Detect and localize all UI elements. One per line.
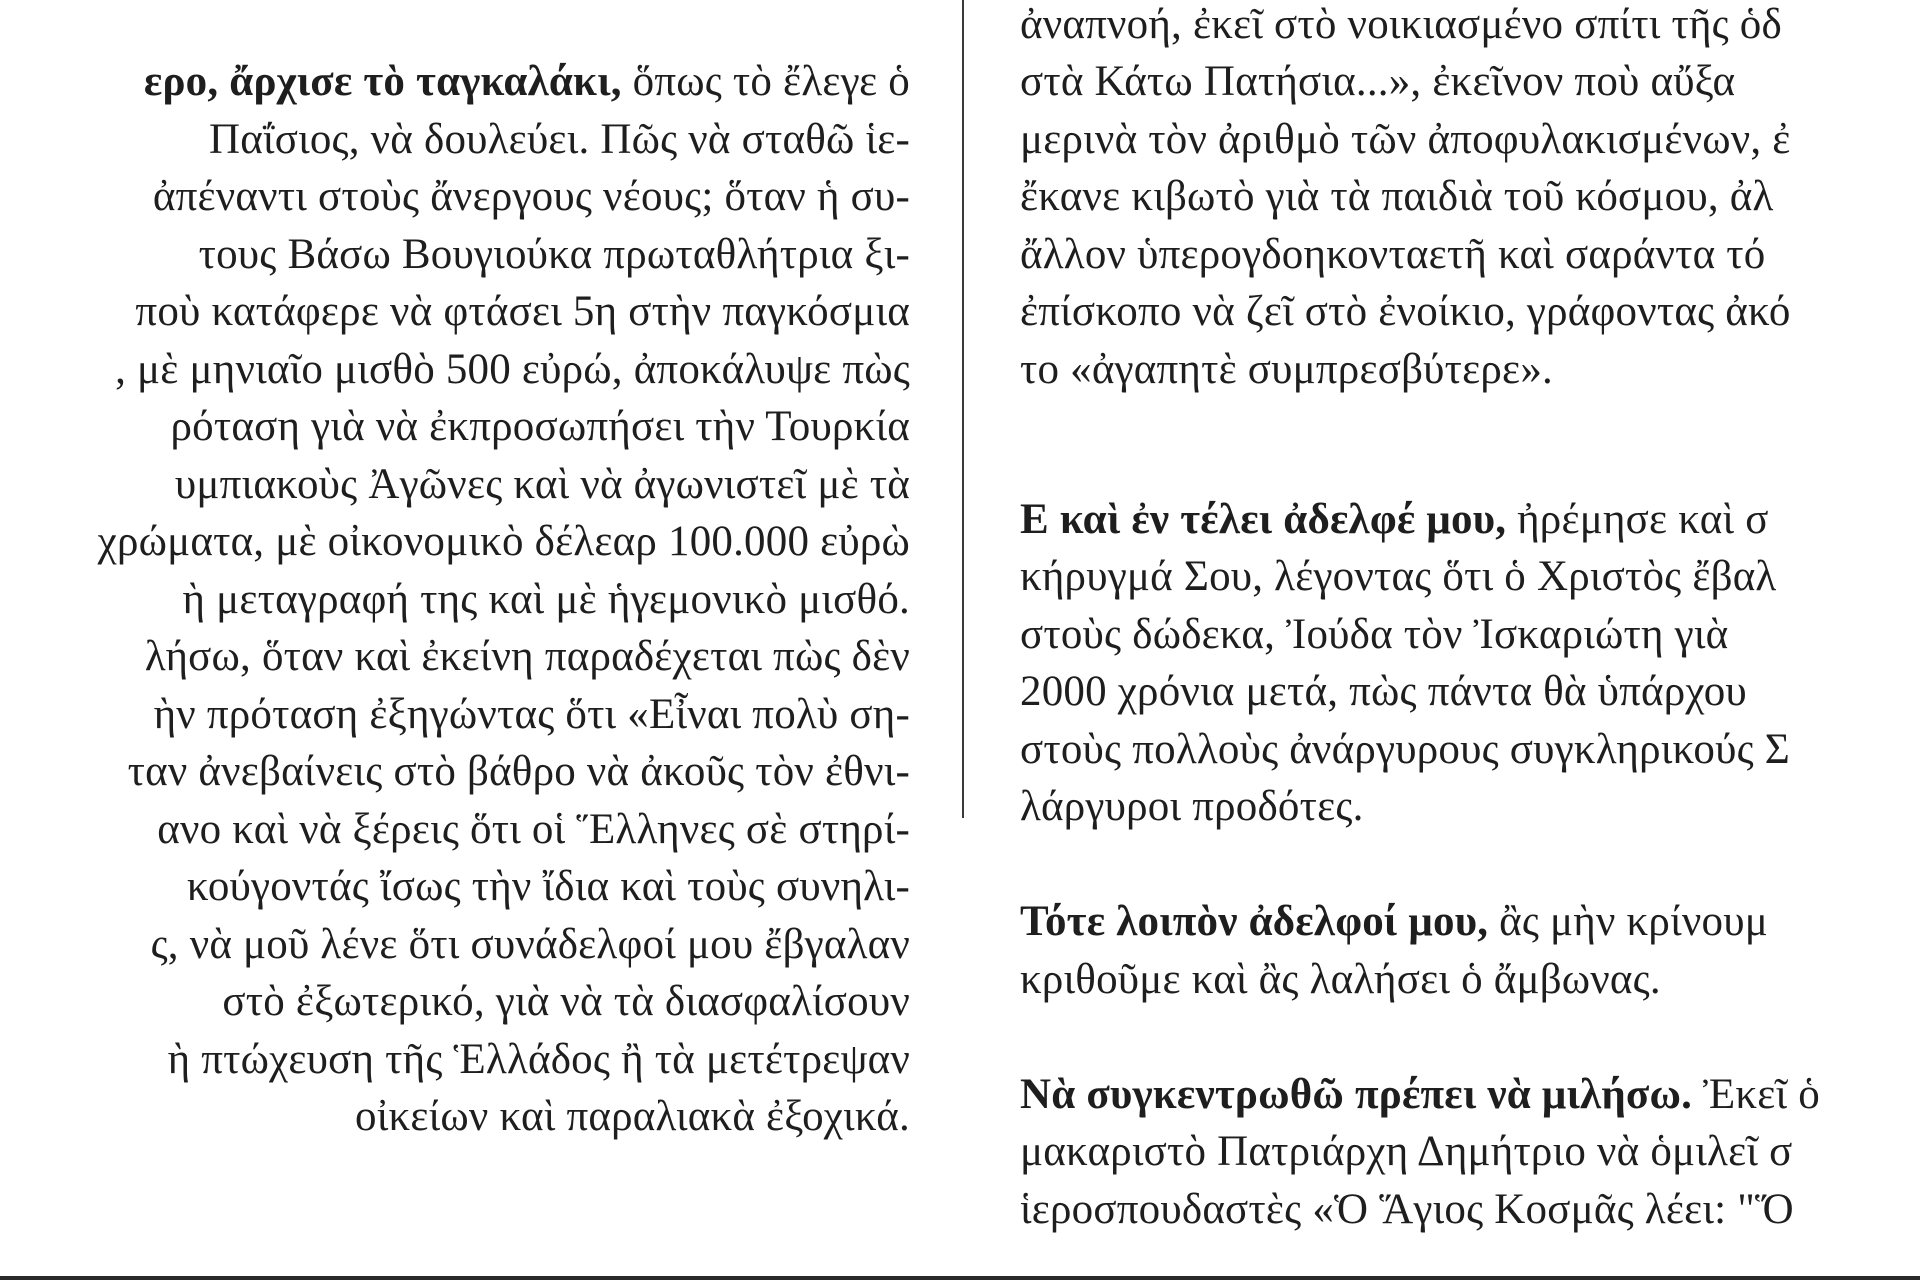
text-line bbox=[128, 746, 910, 798]
paragraph-lead: Τότε λοιπὸν ἀδελφοί μου, bbox=[1020, 898, 1489, 945]
line-text: Παΐσιος, νὰ δουλεύει. Πῶς νὰ σταθῶ ἱε- bbox=[208, 116, 910, 163]
line-text: κήρυγμά Σου, λέγοντας ὅτι ὁ Χριστὸς ἔβαλ bbox=[1020, 553, 1777, 600]
text-line bbox=[157, 804, 910, 856]
line-text: ἄλλον ὑπερογδοηκονταετῆ καὶ σαράντα τό bbox=[1020, 231, 1766, 278]
line-text: ς, νὰ μοῦ λένε ὅτι συνάδελφοί μου ἔβγαλαν bbox=[150, 921, 910, 968]
line-text: Ἐκεῖ ὁ bbox=[1692, 1071, 1820, 1118]
line-text: 2000 χρόνια μετά, πὼς πάντα θὰ ὑπάρχου bbox=[1020, 668, 1747, 715]
line-text: ὴν πρόταση ἐξηγώντας ὅτι «Εἶναι πολὺ ση- bbox=[153, 691, 910, 738]
line-text: στοὺς πολλοὺς ἀνάργυρους συγκληρικούς Σ bbox=[1020, 726, 1791, 773]
line-text: ἀναπνοή, ἐκεῖ στὸ νοικιασμένο σπίτι τῆς ὁδ bbox=[1020, 1, 1782, 48]
line-text: ὴ πτώχευση τῆς Ἑλλάδος ἢ τὰ μετέτρεψαν bbox=[167, 1036, 910, 1083]
line-text: στὰ Κάτω Πατήσια...», ἐκεῖνον ποὺ αὔξα bbox=[1020, 58, 1736, 105]
text-line bbox=[98, 516, 910, 568]
line-text: ποὺ κατάφερε νὰ φτάσει 5η στὴν παγκόσμια bbox=[135, 288, 910, 335]
line-text: ἔκανε κιβωτὸ γιὰ τὰ παιδιὰ τοῦ κόσμου, ἀλ bbox=[1020, 173, 1774, 220]
page-bottom-rule bbox=[0, 1276, 1920, 1280]
line-text: λήσω, ὅταν καὶ ἐκείνη παραδέχεται πὼς δὲν bbox=[144, 633, 910, 680]
text-line bbox=[153, 171, 910, 223]
text-line bbox=[1020, 114, 1791, 166]
text-line bbox=[115, 344, 910, 396]
text-line bbox=[1020, 781, 1364, 833]
text-line bbox=[1020, 551, 1776, 603]
text-line bbox=[1020, 609, 1728, 661]
line-text: κριθοῦμε καὶ ἂς λαλήσει ὁ ἄμβωνας. bbox=[1020, 956, 1661, 1003]
text-line bbox=[1020, 229, 1765, 281]
text-line bbox=[199, 229, 910, 281]
text-line bbox=[1020, 1126, 1792, 1178]
line-text: , μὲ μηνιαῖο μισθὸ 500 εὐρώ, ἀποκάλυψε πὼς bbox=[115, 346, 910, 393]
text-line bbox=[355, 1091, 910, 1143]
text-line bbox=[168, 1034, 910, 1086]
text-line bbox=[1020, 286, 1791, 338]
text-line bbox=[1020, 1069, 1820, 1121]
line-text: ἠρέμησε καὶ σ bbox=[1506, 496, 1769, 543]
text-line bbox=[1020, 1184, 1794, 1236]
text-line bbox=[1020, 344, 1553, 396]
line-text: στὸ ἐξωτερικό, γιὰ νὰ τὰ διασφαλίσουν bbox=[222, 978, 910, 1025]
line-text: ἀπέναντι στοὺς ἄνεργους νέους; ὅταν ἡ συ- bbox=[152, 173, 910, 220]
line-text: μερινὰ τὸν ἀριθμὸ τῶν ἀποφυλακισμένων, ἐ bbox=[1020, 116, 1791, 163]
line-text: ταν ἀνεβαίνεις στὸ βάθρο νὰ ἀκοῦς τὸν ἐθνι- bbox=[127, 748, 910, 795]
line-text: υμπιακοὺς Ἀγῶνες καὶ νὰ ἀγωνιστεῖ μὲ τὰ bbox=[174, 461, 910, 508]
text-line bbox=[1020, 896, 1768, 948]
text-line bbox=[1020, 724, 1790, 776]
text-line bbox=[1020, 0, 1782, 51]
text-line bbox=[209, 114, 910, 166]
line-text: ἂς μὴν κρίνουμ bbox=[1488, 898, 1768, 945]
text-line bbox=[187, 861, 910, 913]
line-text: ἐπίσκοπο νὰ ζεῖ στὸ ἐνοίκιο, γράφοντας ἀκό bbox=[1020, 288, 1791, 335]
text-line bbox=[222, 976, 910, 1028]
line-text: λάργυροι προδότες. bbox=[1020, 783, 1364, 830]
column-divider bbox=[962, 0, 964, 818]
text-line bbox=[144, 56, 910, 108]
text-line bbox=[183, 574, 910, 626]
line-text: στοὺς δώδεκα, Ἰούδα τὸν Ἰσκαριώτη γιὰ bbox=[1020, 611, 1729, 658]
text-line bbox=[171, 401, 910, 453]
paragraph-lead: Νὰ συγκεντρωθῶ πρέπει νὰ μιλήσω. bbox=[1020, 1071, 1693, 1118]
line-text: ὴ μεταγραφή της καὶ μὲ ἡγεμονικὸ μισθό. bbox=[182, 576, 910, 623]
text-line bbox=[1020, 954, 1661, 1006]
text-line bbox=[151, 919, 910, 971]
right-column bbox=[1000, 0, 1920, 1280]
line-text: μακαριστὸ Πατριάρχη Δημήτριο νὰ ὁμιλεῖ σ bbox=[1020, 1128, 1793, 1175]
line-text: το «ἀγαπητὲ συμπρεσβύτερε». bbox=[1020, 346, 1553, 393]
text-line bbox=[175, 459, 910, 511]
text-line bbox=[1020, 494, 1769, 546]
line-text: χρώματα, μὲ οἰκονομικὸ δέλεαρ 100.000 εὐρὼ bbox=[97, 518, 910, 565]
line-text: ρόταση γιὰ νὰ ἐκπροσωπήσει τὴν Τουρκία bbox=[170, 403, 910, 450]
line-text: ανο καὶ νὰ ξέρεις ὅτι οἱ Ἕλληνες σὲ στηρί- bbox=[157, 806, 910, 853]
text-line bbox=[145, 631, 910, 683]
line-text: κούγοντάς ἴσως τὴν ἴδια καὶ τοὺς συνηλι- bbox=[186, 863, 910, 910]
text-line bbox=[154, 689, 910, 741]
paragraph-lead: ερο, ἄρχισε τὸ ταγκαλάκι, bbox=[143, 58, 622, 105]
text-line bbox=[1020, 666, 1747, 718]
line-text: ὅπως τὸ ἔλεγε ὁ bbox=[621, 58, 910, 105]
text-line bbox=[1020, 56, 1735, 108]
line-text: τους Βάσω Βουγιούκα πρωταθλήτρια ξι- bbox=[198, 231, 910, 278]
line-text: οἰκείων καὶ παραλιακὰ ἐξοχικά. bbox=[355, 1093, 910, 1140]
line-text: ἱεροσπουδαστὲς «Ὁ Ἅγιος Κοσμᾶς λέει: "Ὅ bbox=[1020, 1186, 1794, 1233]
text-line bbox=[135, 286, 910, 338]
paragraph-lead: Ε καὶ ἐν τέλει ἀδελφέ μου, bbox=[1020, 496, 1507, 543]
text-line bbox=[1020, 171, 1774, 223]
